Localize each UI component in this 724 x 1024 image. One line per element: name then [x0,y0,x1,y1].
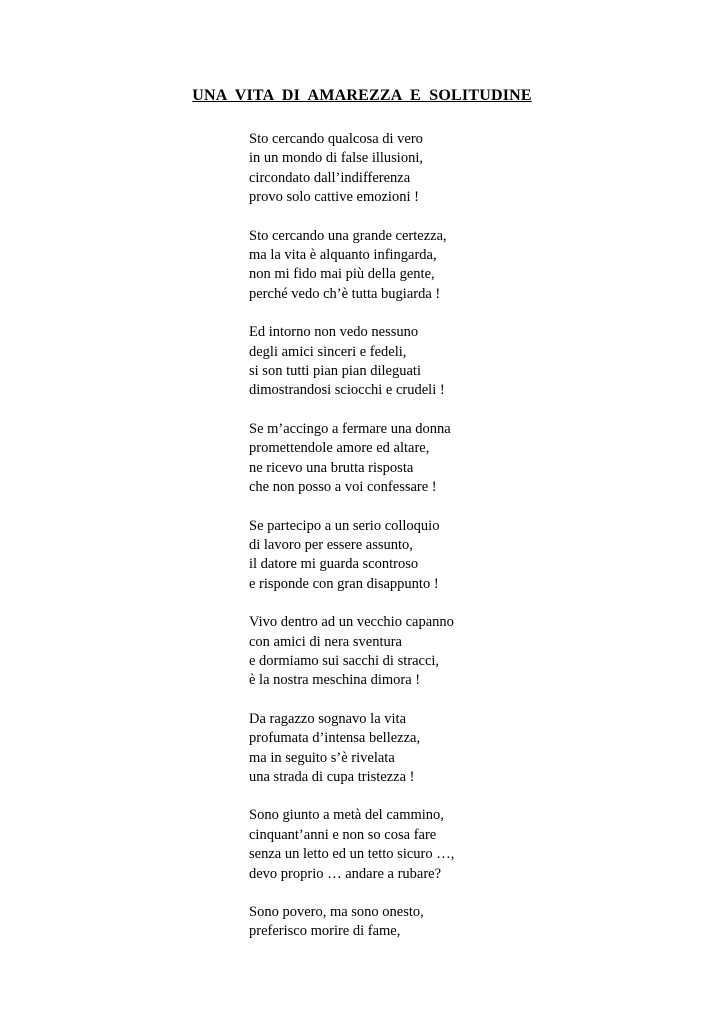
poem-line: di lavoro per essere assunto, [249,536,413,553]
poem-line: Sto cercando qualcosa di vero [249,131,423,147]
stanza-1 [249,130,689,208]
poem-line: Ed intorno non vedo nessuno [249,324,419,341]
poem-line: promettendole amore ed altare, [249,440,430,457]
stanza-4 [249,420,689,498]
poem-line: preferisco morire di fame, [249,923,401,940]
poem-line: il datore mi guarda scontroso [249,556,419,573]
poem-line: ne ricevo una brutta risposta [249,459,414,476]
poem-body [249,130,689,961]
poem-line: perché vedo ch’è tutta bugiarda ! [249,285,441,302]
poem-line: in un mondo di false illusioni, [249,150,423,167]
poem-line: degli amici sinceri e fedeli, [249,343,407,360]
poem-line: circondato dall’indifferenza [249,169,411,186]
poem-line: Se m’accingo a fermare una donna [249,420,451,437]
stanza-3 [249,323,689,401]
poem-line: profumata d’intensa bellezza, [249,730,421,747]
stanza-7 [249,710,689,788]
stanza-8 [249,806,689,884]
poem-line: provo solo cattive emozioni ! [249,189,419,206]
stanza-9 [249,903,689,942]
stanza-5 [249,517,689,595]
poem-line: devo proprio … andare a rubare? [249,865,442,882]
poem-line: Sto cercando una grande certezza, [249,227,447,244]
poem-line: ma la vita è alquanto infingarda, [249,247,437,264]
poem-line: Vivo dentro ad un vecchio capanno [249,614,454,631]
poem-title: UNA VITA DI AMAREZZA E SOLITUDINE [192,87,532,104]
poem-line: con amici di nera sventura [249,633,402,650]
poem-line: Sono povero, ma sono onesto, [249,904,424,920]
stanza-6 [249,613,689,691]
poem-line: una strada di cupa tristezza ! [249,768,415,785]
poem-line: che non posso a voi confessare ! [249,479,437,496]
poem-line: Da ragazzo sognavo la vita [249,710,407,727]
poem-line: e dormiamo sui sacchi di stracci, [249,652,440,669]
poem-line: e risponde con gran disappunto ! [249,575,439,592]
poem-line: Se partecipo a un serio colloquio [249,517,440,534]
poem-line: ma in seguito s’è rivelata [249,749,395,766]
poem-line: senza un letto ed un tetto sicuro …, [249,846,455,863]
poem-line: cinquant’anni e non so cosa fare [249,826,437,843]
poem-line: è la nostra meschina dimora ! [249,672,421,689]
poem-line: dimostrandosi sciocchi e crudeli ! [249,382,445,399]
poem-line: Sono giunto a metà del cammino, [249,807,444,824]
stanza-2 [249,227,689,305]
poem-line: non mi fido mai più della gente, [249,266,435,283]
poem-line: si son tutti pian pian dileguati [249,363,421,380]
